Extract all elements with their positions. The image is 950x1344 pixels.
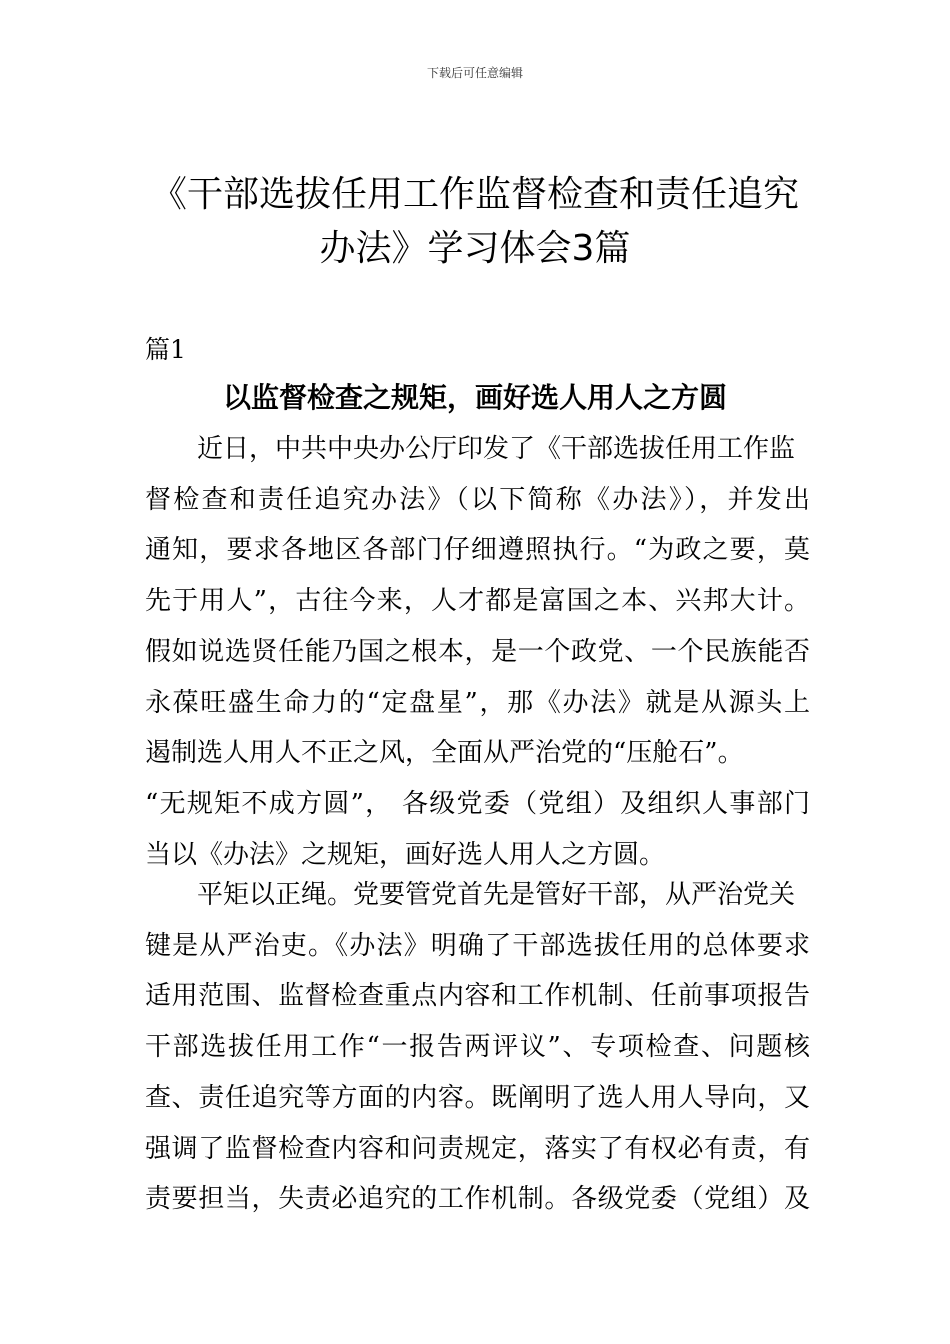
paragraph-line: 键是从严治吏。《办法》明确了干部选拔任用的总体要求 bbox=[145, 930, 810, 961]
paragraph-line: 假如说选贤任能乃国之根本，是一个政党、一个民族能否 bbox=[145, 636, 810, 667]
section-label: 篇1 bbox=[145, 335, 186, 364]
paragraph-line: 近日，中共中央办公厅印发了《干部选拔任用工作监 bbox=[197, 434, 796, 464]
paragraph-line: 责要担当，失责必追究的工作机制。各级党委（党组）及 bbox=[145, 1184, 810, 1215]
paragraph-line: 遏制选人用人不正之风，全面从严治党的“压舱石”。 bbox=[145, 738, 744, 769]
paragraph-line: 通知，要求各地区各部门仔细遵照执行。“为政之要，莫 bbox=[145, 535, 810, 566]
paragraph-line: 督检查和责任追究办法》（以下简称《办法》），并发出 bbox=[145, 484, 810, 515]
paragraph-line: 适用范围、监督检查重点内容和工作机制、任前事项报告 bbox=[145, 981, 810, 1012]
paragraph-line: 平矩以正绳。党要管党首先是管好干部，从严治党关 bbox=[197, 880, 796, 910]
paragraph-2 bbox=[145, 870, 810, 1225]
paragraph-line: 查、责任追究等方面的内容。既阐明了选人用人导向，又 bbox=[145, 1082, 810, 1113]
paragraph-line: 先于用人”，古往今来，人才都是富国之本、兴邦大计。 bbox=[145, 586, 810, 617]
header-note: 下载后可任意编辑 bbox=[426, 66, 523, 80]
paragraph-line: “无规矩不成方圆”， 各级党委（党组）及组织人事部门 bbox=[145, 788, 810, 819]
paragraph-line: 强调了监督检查内容和问责规定，落实了有权必有责，有 bbox=[145, 1133, 810, 1164]
paragraph-line: 干部选拔任用工作“一报告两评议”、专项检查、问题核 bbox=[145, 1032, 810, 1063]
document-title bbox=[130, 168, 820, 276]
paragraph-line: 永葆旺盛生命力的“定盘星”，那《办法》就是从源头上 bbox=[145, 687, 810, 718]
document-title-line-2: 办法》学习体会3篇 bbox=[319, 228, 631, 269]
paragraph-line: 当以《办法》之规矩，画好选人用人之方圆。 bbox=[145, 839, 666, 870]
document-title-line-1: 《干部选拔任用工作监督检查和责任追究 bbox=[150, 174, 799, 215]
paragraph-1 bbox=[145, 424, 810, 880]
section-heading: 以监督检查之规矩，画好选人用人之方圆 bbox=[222, 381, 727, 414]
